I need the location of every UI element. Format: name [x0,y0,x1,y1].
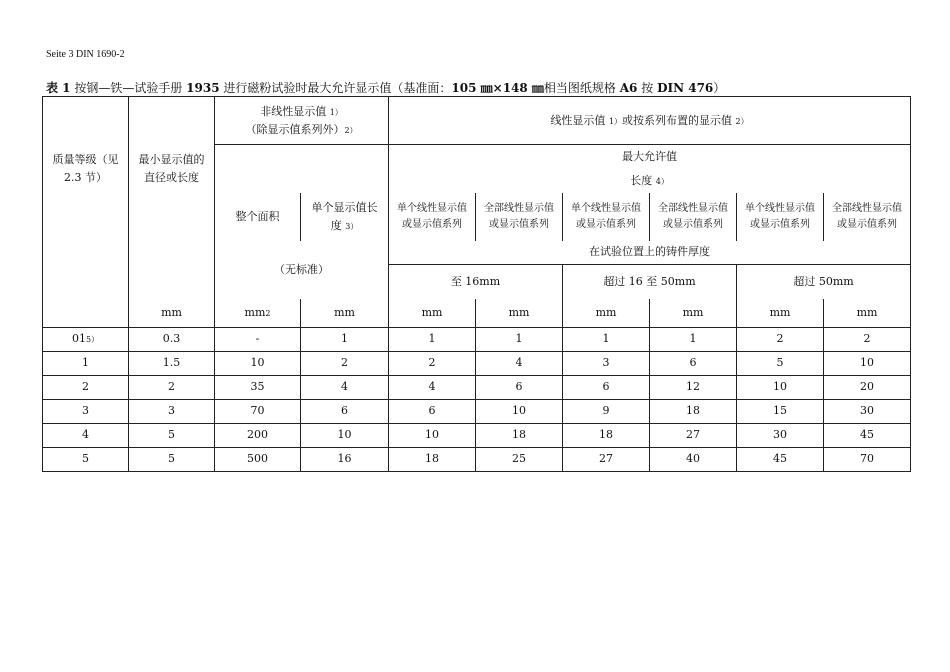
table-cell: - [215,327,301,351]
caption-format: A6 [619,81,638,95]
nonlinear-header: 非线性显示值 1） （除显示值系列外）2） [215,97,389,145]
table-cell: 27 [563,447,650,471]
table-cell: 3 [129,399,215,423]
table-cell: 6 [650,351,737,375]
unit-cell-1: mm [129,299,215,328]
quality-class-cell: 2 [43,375,129,399]
table-cell: 1 [301,327,389,351]
caption-standard: DIN 476 [657,81,714,95]
table-cell: 10 [476,399,563,423]
unit-cell-5: mm [476,299,563,328]
unit-cell-4: mm [389,299,476,328]
quality-class-cell: 4 [43,423,129,447]
table-cell: 10 [824,351,911,375]
unit-cell-7: mm [650,299,737,328]
caption-text-a: 按钢—铁—试验手册 [70,81,187,95]
table-cell: 25 [476,447,563,471]
max-allowed-header: 最大允许值 [622,149,678,163]
table-cell: 4 [389,375,476,399]
table-cell: 10 [215,351,301,375]
spec-table [42,96,911,472]
table-cell: 9 [563,399,650,423]
table-cell: 5 [129,423,215,447]
table-cell: 1 [563,327,650,351]
table-cell: 1.5 [129,351,215,375]
quality-class-header: 质量等级（见 2.3 节） [43,97,129,241]
table-cell: 20 [824,375,911,399]
length-header: 长度 4） [630,173,669,187]
unit-cell-9: mm [856,305,878,319]
caption-size: 105 ㎜×148 ㎜ [451,81,544,95]
quality-class-cell: 3 [43,399,129,423]
table-cell: 1 [650,327,737,351]
single-length-header: 单个显示值长度 3） [301,193,389,241]
table-cell: 12 [650,375,737,399]
table-cell: 30 [824,399,911,423]
table-cell: 6 [301,399,389,423]
table-cell: 35 [215,375,301,399]
casting-thickness-header: 在试验位置上的铸件厚度 [589,245,711,259]
unit-cell-8: mm [737,299,824,328]
caption-text-e: ） [713,81,726,95]
table-cell: 16 [301,447,389,471]
table-cell: 18 [563,423,650,447]
table-cell: 4 [301,375,389,399]
table-cell: 45 [737,447,824,471]
range-header-3: 超过 50mm [737,265,911,299]
table-cell: 10 [389,423,476,447]
table-cell: 27 [650,423,737,447]
table-cell: 200 [215,423,301,447]
unit-cell-6: mm [563,299,650,328]
table-row [43,327,911,351]
linear-header: 线性显示值 1）或按系列布置的显示值 2） [389,97,911,145]
table-cell: 1 [476,327,563,351]
single-linear-header-2: 单个线性显示值或显示值系列 [563,193,650,241]
table-caption [46,79,725,96]
table-row [43,447,911,471]
quality-class-cell: 5 [43,447,129,471]
page-header: Seite 3 DIN 1690-2 [46,49,125,60]
caption-label: 表 1 [46,81,71,95]
table-cell: 3 [563,351,650,375]
min-size-spacer-2 [129,265,215,299]
quality-spacer [43,241,129,265]
table-cell: 1 [389,327,476,351]
single-linear-header-3: 单个线性显示值或显示值系列 [737,193,824,241]
table-cell: 2 [737,327,824,351]
min-size-spacer [129,241,215,265]
min-size-header: 最小显示值的直径或长度 [129,97,215,241]
table-cell: 18 [476,423,563,447]
unit-cell-3: mm [301,299,389,328]
table-cell: 5 [129,447,215,471]
table-cell: 0.3 [129,327,215,351]
table-row [43,399,911,423]
caption-text-d: 按 [637,81,658,95]
table-cell: 10 [737,375,824,399]
table-cell: 2 [389,351,476,375]
range-header-2: 超过 16 至 50mm [563,265,737,299]
table-row [43,423,911,447]
table-cell: 2 [129,375,215,399]
quality-spacer-2 [43,265,129,299]
whole-area-header: 整个面积 [215,193,301,241]
unit-cell-2: mm2 [215,299,301,328]
quality-class-cell: 015） [43,327,129,351]
all-linear-header-2: 全部线性显示值或显示值系列 [650,193,737,241]
table-cell: 70 [215,399,301,423]
table-cell: 70 [824,447,911,471]
table-cell: 15 [737,399,824,423]
table-cell: 30 [737,423,824,447]
table-cell: 10 [301,423,389,447]
unit-spacer [43,299,129,328]
all-linear-header-3: 全部线性显示值或显示值系列 [832,202,903,230]
table-row [43,351,911,375]
table-cell: 6 [476,375,563,399]
table-cell: 45 [824,423,911,447]
quality-class-cell: 1 [43,351,129,375]
table-cell: 6 [563,375,650,399]
range-header-1: 至 16mm [389,265,563,299]
caption-text-b: 进行磁粉试验时最大允许显示值（基准面： [219,81,452,95]
table-cell: 18 [650,399,737,423]
table-cell: 500 [215,447,301,471]
caption-text-c: 相当图纸规格 [543,81,620,95]
table-row [43,375,911,399]
nonlinear-spacer [215,145,389,193]
table-cell: 4 [476,351,563,375]
table-cell: 2 [301,351,389,375]
caption-num: 1935 [186,81,220,95]
table-cell: 5 [737,351,824,375]
table-cell: 2 [824,327,911,351]
all-linear-header-1: 全部线性显示值或显示值系列 [476,193,563,241]
table-cell: 6 [389,399,476,423]
table-cell: 40 [650,447,737,471]
single-linear-header-1: 单个线性显示值或显示值系列 [389,193,476,241]
no-standard-label: （无标准） [215,241,389,299]
table-cell: 18 [389,447,476,471]
